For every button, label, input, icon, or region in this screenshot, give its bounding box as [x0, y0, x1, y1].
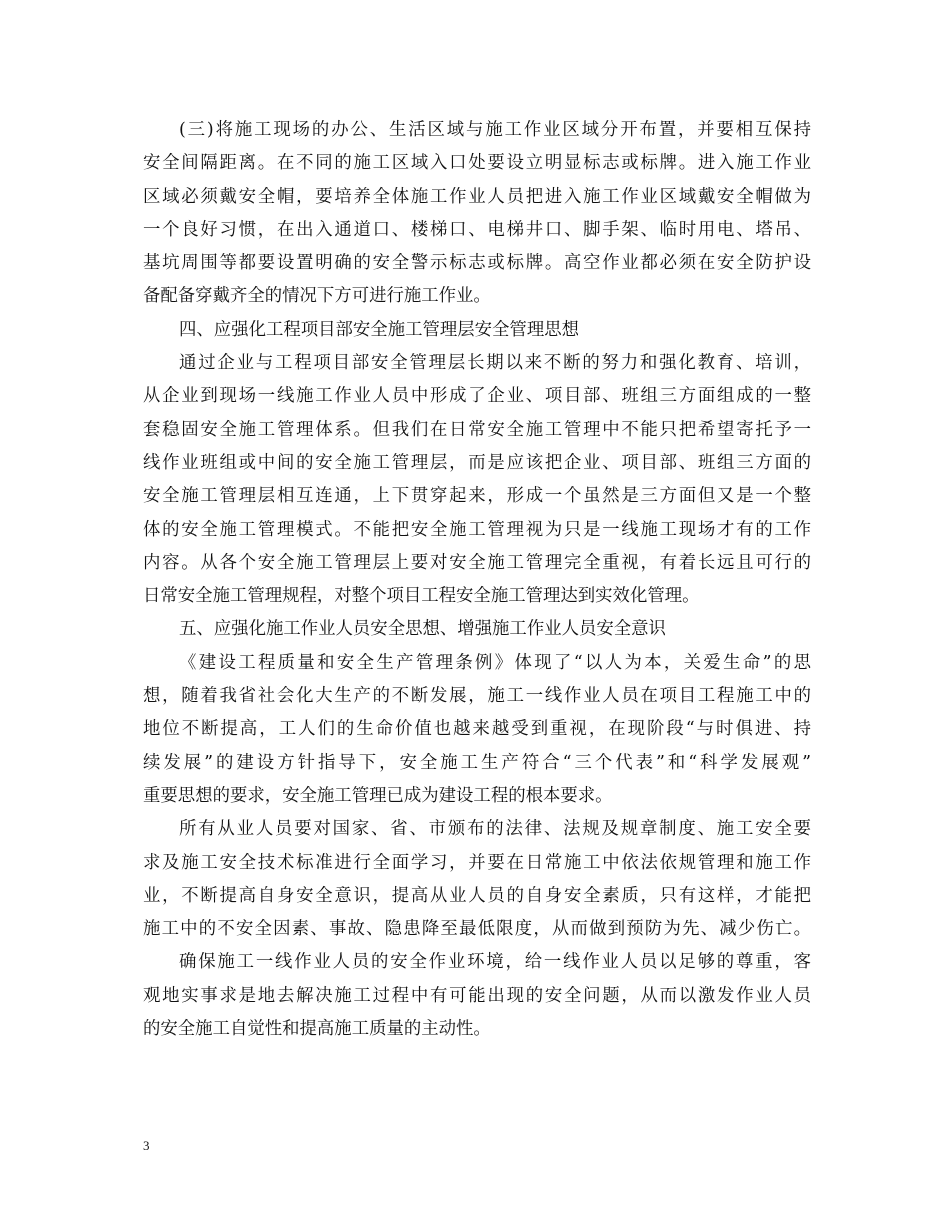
- section-heading: 五、应强化施工作业人员安全思想、增强施工作业人员安全意识: [179, 619, 666, 640]
- text-line: 业，不断提高自身安全意识，提高从业人员的自身安全素质，只有这样，才能把: [143, 885, 811, 906]
- text-line: 基坑周围等都要设置明确的安全警示标志或标牌。高空作业都必须在安全防护设: [143, 253, 811, 274]
- text-line: 重要思想的要求，安全施工管理已成为建设工程的根本要求。: [143, 785, 613, 806]
- text-line: 线作业班组或中间的安全施工管理层，而是应该把企业、项目部、班组三方面的: [143, 452, 811, 473]
- text-line: 确保施工一线作业人员的安全作业环境，给一线作业人员以足够的尊重，客: [179, 952, 811, 973]
- text-line: (三)将施工现场的办公、生活区域与施工作业区域分开布置，并要相互保持: [179, 120, 811, 140]
- text-line: 内容。从各个安全施工管理层上要对安全施工管理完全重视，有着长远且可行的: [143, 552, 811, 573]
- text-line: 的安全施工自觉性和提高施工质量的主动性。: [143, 1019, 491, 1040]
- text-line: 所有从业人员要对国家、省、市颁布的法律、法规及规章制度、施工安全要: [179, 819, 811, 840]
- text-line: 《建设工程质量和安全生产管理条例》体现了“以人为本，关爱生命”的思: [179, 652, 811, 673]
- text-line: 地位不断提高，工人们的生命价值也越来越受到重视，在现阶段“与时俱进、持: [143, 719, 811, 740]
- text-line: 施工中的不安全因素、事故、隐患降至最低限度，从而做到预防为先、减少伤亡。: [143, 919, 811, 940]
- text-line: 安全间隔距离。在不同的施工区域入口处要设立明显标志或标牌。进入施工作业: [143, 153, 811, 174]
- section-heading: 四、应强化工程项目部安全施工管理层安全管理思想: [179, 319, 579, 340]
- text-line: 区域必须戴安全帽，要培养全体施工作业人员把进入施工作业区域戴安全帽做为: [143, 186, 811, 207]
- text-line: 套稳固安全施工管理体系。但我们在日常安全施工管理中不能只把希望寄托予一: [143, 419, 811, 440]
- text-line: 安全施工管理层相互连通，上下贯穿起来，形成一个虽然是三方面但又是一个整: [143, 486, 811, 507]
- document-body: [143, 114, 811, 1046]
- text-line: 通过企业与工程项目部安全管理层长期以来不断的努力和强化教育、培训，: [179, 353, 811, 374]
- text-line: 观地实事求是地去解决施工过程中有可能出现的安全问题，从而以激发作业人员: [143, 985, 811, 1006]
- text-line: 想，随着我省社会化大生产的不断发展，施工一线作业人员在项目工程施工中的: [143, 686, 811, 707]
- text-line: 续发展”的建设方针指导下，安全施工生产符合“三个代表”和“科学发展观”: [143, 752, 811, 773]
- text-line: 从企业到现场一线施工作业人员中形成了企业、项目部、班组三方面组成的一整: [143, 386, 811, 407]
- text-line: 体的安全施工管理模式。不能把安全施工管理视为只是一线施工现场才有的工作: [143, 519, 811, 540]
- text-line: 一个良好习惯，在出入通道口、楼梯口、电梯井口、脚手架、临时用电、塔吊、: [143, 219, 811, 240]
- text-line: 备配备穿戴齐全的情况下方可进行施工作业。: [143, 286, 491, 307]
- text-line: 日常安全施工管理规程，对整个项目工程安全施工管理达到实效化管理。: [143, 586, 700, 607]
- text-line: 求及施工安全技术标准进行全面学习，并要在日常施工中依法依规管理和施工作: [143, 852, 811, 873]
- page-number: 3: [143, 1138, 150, 1153]
